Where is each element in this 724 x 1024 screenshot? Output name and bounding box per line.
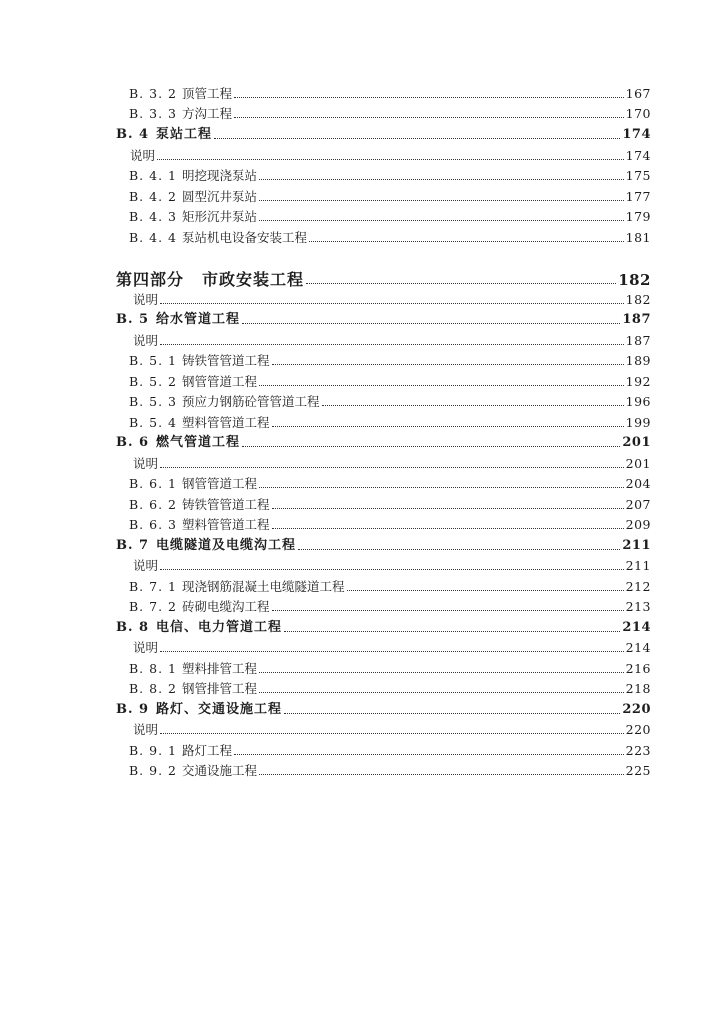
toc-entry-number: B. 4. 1 <box>129 168 177 183</box>
toc-entry-title: 钢管排管工程 <box>182 681 258 696</box>
dot-leader <box>347 590 624 591</box>
toc-entry-page-number: 179 <box>625 209 651 224</box>
toc-entry-title: 说明 <box>133 558 159 573</box>
toc-entry-page-number: 174 <box>622 127 651 142</box>
dot-leader <box>214 138 620 139</box>
toc-entry-title: 说明 <box>133 456 159 471</box>
dot-leader <box>259 220 624 221</box>
toc-entry-number: B. 3. 3 <box>129 106 177 121</box>
toc-entry-page-number: 220 <box>622 702 651 717</box>
dot-leader <box>322 405 624 406</box>
toc-entry <box>130 144 651 164</box>
toc-entry-page-number: 167 <box>625 86 651 101</box>
toc-entry-title: 说明 <box>133 333 159 348</box>
dot-leader <box>160 303 624 304</box>
toc-entry <box>116 431 651 451</box>
toc-entry <box>129 677 651 697</box>
toc-entry <box>129 185 651 205</box>
toc-entry <box>129 493 651 513</box>
toc-entry-title: 交通设施工程 <box>182 763 258 778</box>
toc-entry-number: B. 7 <box>116 538 150 553</box>
toc-entry-page-number: 196 <box>625 394 651 409</box>
toc-entry-number: B. 3. 2 <box>129 86 177 101</box>
dot-leader <box>284 713 620 714</box>
toc-entry-title: 砖砌电缆沟工程 <box>182 599 270 614</box>
toc-entry-page-number: 220 <box>625 722 651 737</box>
toc-entry-title: 塑料排管工程 <box>182 661 258 676</box>
dot-leader <box>259 774 624 775</box>
toc-entry-title: 路灯、交通设施工程 <box>156 702 283 717</box>
toc-entry-title: 泵站机电设备安装工程 <box>182 230 308 245</box>
dot-leader <box>259 385 624 386</box>
toc-entry <box>133 636 651 656</box>
dot-leader <box>160 651 624 652</box>
toc-entry-page-number: 199 <box>625 415 651 430</box>
toc-entry-title: 顶管工程 <box>182 86 233 101</box>
dot-leader <box>272 364 624 365</box>
toc-entry-number: B. 4. 3 <box>129 209 177 224</box>
toc-entry-title: 塑料管管道工程 <box>182 415 270 430</box>
dot-leader <box>272 508 624 509</box>
dot-leader <box>160 733 624 734</box>
toc-entry-title: 市政安装工程 <box>202 270 305 289</box>
toc-entry-page-number: 211 <box>625 558 651 573</box>
toc-entry-title: 说明 <box>133 640 159 655</box>
toc-entry-title: 铸铁管管道工程 <box>182 353 270 368</box>
toc-entry <box>129 657 651 677</box>
dot-leader <box>298 549 620 550</box>
toc-entry-title: 泵站工程 <box>156 127 213 142</box>
dot-leader <box>259 487 624 488</box>
toc-entry-page-number: 175 <box>625 168 651 183</box>
dot-leader <box>160 569 624 570</box>
toc-entry <box>116 123 651 143</box>
toc-entry-number: B. 5. 1 <box>129 353 177 368</box>
toc-entry <box>129 164 651 184</box>
toc-entry-number: B. 9. 1 <box>129 743 177 758</box>
dot-leader <box>259 179 624 180</box>
toc-entry <box>129 759 651 779</box>
toc-entry-title: 电缆隧道及电缆沟工程 <box>156 538 297 553</box>
toc-entry-number: B. 4. 2 <box>129 189 177 204</box>
toc-entry-page-number: 216 <box>625 661 651 676</box>
toc-entry-page-number: 207 <box>625 497 651 512</box>
toc-entry-page-number: 182 <box>618 271 651 289</box>
toc-entry-title: 方沟工程 <box>182 106 233 121</box>
toc-entry <box>129 472 651 492</box>
toc-entry-page-number: 223 <box>625 743 651 758</box>
toc-entry-page-number: 204 <box>625 476 651 491</box>
toc-entry-number: B. 6. 3 <box>129 517 177 532</box>
toc-entry-number: B. 9 <box>116 702 150 717</box>
toc-entry-page-number: 214 <box>625 640 651 655</box>
toc-entry-title: 现浇钢筋混凝土电缆隧道工程 <box>182 579 345 594</box>
toc-entry-number: B. 4 <box>116 127 150 142</box>
toc-entry-title: 给水管道工程 <box>156 312 241 327</box>
dot-leader <box>306 283 616 284</box>
toc-entry-title: 说明 <box>130 148 156 163</box>
toc-entry-page-number: 212 <box>625 579 651 594</box>
toc-entry <box>129 390 651 410</box>
toc-entry-page-number: 192 <box>625 374 651 389</box>
toc-entry-title: 说明 <box>133 722 159 737</box>
toc-entry-page-number: 187 <box>625 333 651 348</box>
dot-leader <box>284 631 620 632</box>
toc-entry <box>116 698 651 718</box>
toc-entry-page-number: 201 <box>625 456 651 471</box>
toc-entry-page-number: 213 <box>625 599 651 614</box>
toc-entry <box>129 739 651 759</box>
toc-entry-page-number: 218 <box>625 681 651 696</box>
toc-entry-title: 明挖现浇泵站 <box>182 168 258 183</box>
toc-entry-number: B. 8 <box>116 620 150 635</box>
toc-entry <box>129 411 651 431</box>
toc-entry-number: B. 5 <box>116 312 150 327</box>
toc-entry <box>116 616 651 636</box>
toc-entry-page-number: 225 <box>625 763 651 778</box>
toc-entry-title: 说明 <box>133 292 159 307</box>
toc-entry-page-number: 189 <box>625 353 651 368</box>
toc-entry-number: B. 8. 1 <box>129 661 177 676</box>
toc-entry <box>133 554 651 574</box>
toc-entry <box>129 513 651 533</box>
toc-entry-title: 路灯工程 <box>182 743 233 758</box>
toc-entry-page-number: 211 <box>622 538 651 553</box>
toc-entry-number: B. 7. 2 <box>129 599 177 614</box>
toc-entry <box>129 349 651 369</box>
toc-entry-title: 圆型沉井泵站 <box>182 189 258 204</box>
dot-leader <box>259 692 624 693</box>
toc-entry <box>133 452 651 472</box>
toc-entry-number: B. 5. 4 <box>129 415 177 430</box>
toc-entry-title: 预应力钢筋砼管管道工程 <box>182 394 320 409</box>
toc-entry-number: B. 5. 2 <box>129 374 177 389</box>
toc-entry-title: 电信、电力管道工程 <box>156 620 283 635</box>
toc-entry-number: B. 8. 2 <box>129 681 177 696</box>
toc-entry-title: 燃气管道工程 <box>156 435 241 450</box>
toc-entry-title: 铸铁管管道工程 <box>182 497 270 512</box>
toc-entry <box>133 718 651 738</box>
toc-entry <box>129 205 651 225</box>
dot-leader <box>259 672 624 673</box>
toc-entry-title: 钢管管道工程 <box>182 476 258 491</box>
toc-entry-number: B. 5. 3 <box>129 394 177 409</box>
toc-entry-number: B. 7. 1 <box>129 579 177 594</box>
dot-leader <box>259 200 624 201</box>
toc-entry <box>133 329 651 349</box>
toc-entry-title: 钢管管道工程 <box>182 374 258 389</box>
toc-entry-number: B. 6. 2 <box>129 497 177 512</box>
toc-entry-page-number: 182 <box>625 292 651 307</box>
dot-leader <box>234 754 624 755</box>
toc-entry <box>129 370 651 390</box>
toc-entry-page-number: 174 <box>625 148 651 163</box>
toc-entry-number: B. 6. 1 <box>129 476 177 491</box>
toc-entry <box>129 102 651 122</box>
dot-leader <box>157 159 624 160</box>
toc-entry-page-number: 209 <box>625 517 651 532</box>
toc-entry-number: B. 9. 2 <box>129 763 177 778</box>
dot-leader <box>309 241 624 242</box>
toc-entry-number: 第四部分 <box>116 270 185 289</box>
toc-entry <box>129 595 651 615</box>
toc-entry-page-number: 214 <box>622 620 651 635</box>
toc-entry-page-number: 170 <box>625 106 651 121</box>
toc-entry-page-number: 187 <box>622 312 651 327</box>
dot-leader <box>234 117 624 118</box>
dot-leader <box>160 344 624 345</box>
toc-entry-title: 塑料管管道工程 <box>182 517 270 532</box>
toc-entry <box>116 534 651 554</box>
toc-entry-number: B. 6 <box>116 435 150 450</box>
dot-leader <box>160 467 624 468</box>
toc-entry <box>129 82 651 102</box>
toc-entry <box>116 308 651 328</box>
toc-entry-page-number: 177 <box>625 189 651 204</box>
toc-entry <box>129 575 651 595</box>
toc-entry-page-number: 181 <box>625 230 651 245</box>
dot-leader <box>272 610 624 611</box>
toc-entry <box>133 288 651 308</box>
toc-entry-number: B. 4. 4 <box>129 230 177 245</box>
toc-entry <box>116 262 651 288</box>
dot-leader <box>272 528 624 529</box>
toc-entry-title: 矩形沉井泵站 <box>182 209 258 224</box>
dot-leader <box>242 446 620 447</box>
dot-leader <box>242 323 620 324</box>
toc-entry-page-number: 201 <box>622 435 651 450</box>
dot-leader <box>234 97 624 98</box>
dot-leader <box>272 426 624 427</box>
toc-entry <box>129 226 651 246</box>
